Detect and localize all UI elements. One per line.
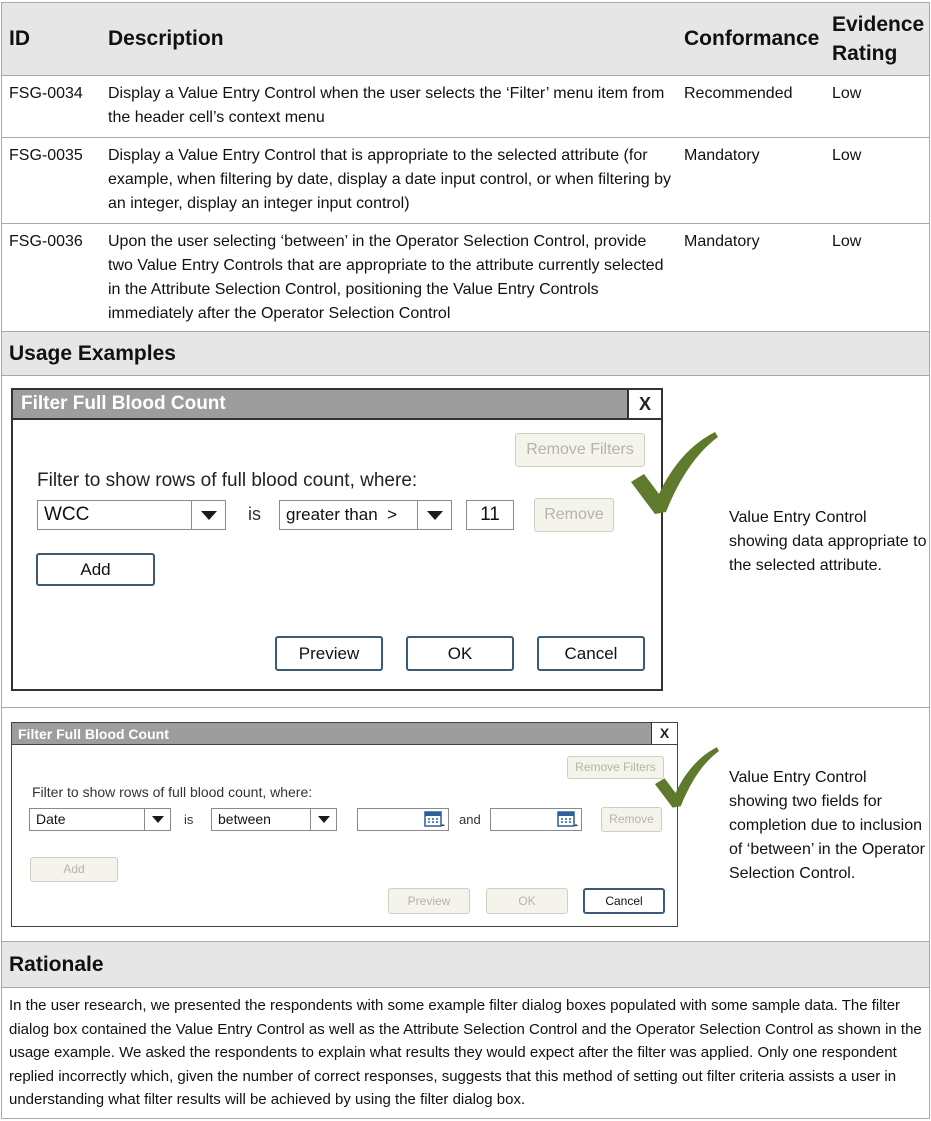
rationale-header [1, 942, 930, 988]
attribute-value: Date [36, 811, 66, 827]
filter-prompt: Filter to show rows of full blood count, where: [37, 470, 418, 491]
add-button[interactable]: Add [36, 553, 155, 586]
row-description: Display a Value Entry Control when the user selects the ‘Filter’ menu item from the header cell’s context menu [108, 85, 665, 126]
cancel-button[interactable]: Cancel [537, 636, 645, 671]
date-from-input[interactable] [357, 808, 449, 831]
remove-filters-button[interactable]: Remove Filters [567, 756, 664, 779]
dialog-title: Filter Full Blood Count [21, 393, 226, 414]
header-conformance: Conformance [684, 27, 820, 50]
example-2-caption: Value Entry Control showing two fields for completion due to inclusion of ‘between’ in the Operator Selection Control. [729, 769, 925, 882]
attribute-select[interactable] [37, 500, 226, 530]
header-description: Description [108, 27, 224, 50]
operator-value: greater than > [286, 505, 398, 524]
row-conformance: Mandatory [684, 147, 760, 164]
header-id: ID [9, 27, 30, 50]
example-1-caption: Value Entry Control showing data appropriate to the selected attribute. [729, 509, 927, 574]
remove-button[interactable]: Remove [601, 807, 662, 832]
filter-dialog-small [11, 722, 678, 927]
preview-button[interactable]: Preview [275, 636, 383, 671]
chevron-down-icon[interactable] [417, 501, 451, 529]
calendar-icon[interactable] [557, 811, 579, 829]
row-id: FSG-0035 [9, 147, 83, 164]
value-entry-value: 11 [480, 504, 500, 525]
row-description: Upon the user selecting ‘between’ in the Operator Selection Control, provide two Value Entry Controls that are appropriate to the attribute currently selected in the Attribute Selection Control, positioning the Value Entry Controls immediately after the Operator Selection Control [108, 233, 664, 322]
remove-button[interactable]: Remove [534, 498, 614, 532]
ok-button[interactable]: OK [406, 636, 514, 671]
date-to-input[interactable] [490, 808, 582, 831]
row-description: Display a Value Entry Control that is appropriate to the selected attribute (for example, when filtering by date, display a date input control, or when filtering by an integer, display an integer input control) [108, 147, 671, 212]
header-rating: Rating [832, 42, 898, 65]
value-entry-input[interactable] [466, 500, 514, 530]
filter-dialog-large [11, 388, 663, 691]
chevron-down-icon[interactable] [144, 809, 170, 830]
operator-select[interactable] [279, 500, 452, 530]
close-button[interactable]: X [651, 723, 677, 744]
row-conformance: Mandatory [684, 233, 760, 250]
row-id: FSG-0034 [9, 85, 83, 102]
operator-select[interactable] [211, 808, 337, 831]
close-button[interactable]: X [627, 390, 661, 418]
cancel-button[interactable]: Cancel [583, 888, 665, 914]
rationale-body [1, 988, 930, 1119]
attribute-value: WCC [44, 504, 90, 525]
preview-button[interactable]: Preview [388, 888, 470, 914]
row-rating: Low [832, 233, 862, 250]
rationale-text: In the user research, we presented the respondents with some example filter dialog boxes populated with some sample data. The filter dialog box contained the Value Entry Control as well as the Attribute Selection Control and the Operator Selection Control as shown in the usage example. We asked the respondents to explain what results they would expect after the filter was applied. Only one respondent replied incorrectly which, given the number of correct responses, suggests that this method of setting out filter criteria assists a user in understanding what filter results will be achieved by using the filter dialog box. [9, 997, 922, 1108]
operator-value: between [218, 811, 271, 827]
dialog-title: Filter Full Blood Count [18, 726, 169, 742]
is-label: is [248, 504, 261, 524]
and-label: and [459, 812, 481, 827]
header-evidence: Evidence [832, 13, 925, 36]
usage-example-2 [1, 708, 930, 942]
rationale-title: Rationale [9, 953, 104, 976]
calendar-icon[interactable] [424, 811, 446, 829]
chevron-down-icon[interactable] [191, 501, 225, 529]
is-label: is [184, 812, 194, 827]
dialog-title-bar [12, 723, 677, 745]
row-rating: Low [832, 85, 862, 102]
dialog-title-bar [13, 390, 661, 420]
table-row [1, 138, 930, 224]
attribute-select[interactable] [29, 808, 171, 831]
row-conformance: Recommended [684, 85, 793, 102]
checkmark-icon [627, 428, 722, 514]
filter-prompt: Filter to show rows of full blood count, where: [32, 784, 313, 800]
add-button[interactable]: Add [30, 857, 118, 882]
remove-filters-button[interactable]: Remove Filters [515, 433, 645, 467]
row-id: FSG-0036 [9, 233, 83, 250]
table-row [1, 224, 930, 332]
usage-examples-header [1, 332, 930, 376]
checkmark-icon [652, 744, 722, 808]
table-row [1, 76, 930, 138]
ok-button[interactable]: OK [486, 888, 568, 914]
usage-example-1 [1, 376, 930, 708]
chevron-down-icon[interactable] [310, 809, 336, 830]
row-rating: Low [832, 147, 862, 164]
usage-examples-title: Usage Examples [9, 342, 176, 365]
table-header [1, 2, 930, 76]
